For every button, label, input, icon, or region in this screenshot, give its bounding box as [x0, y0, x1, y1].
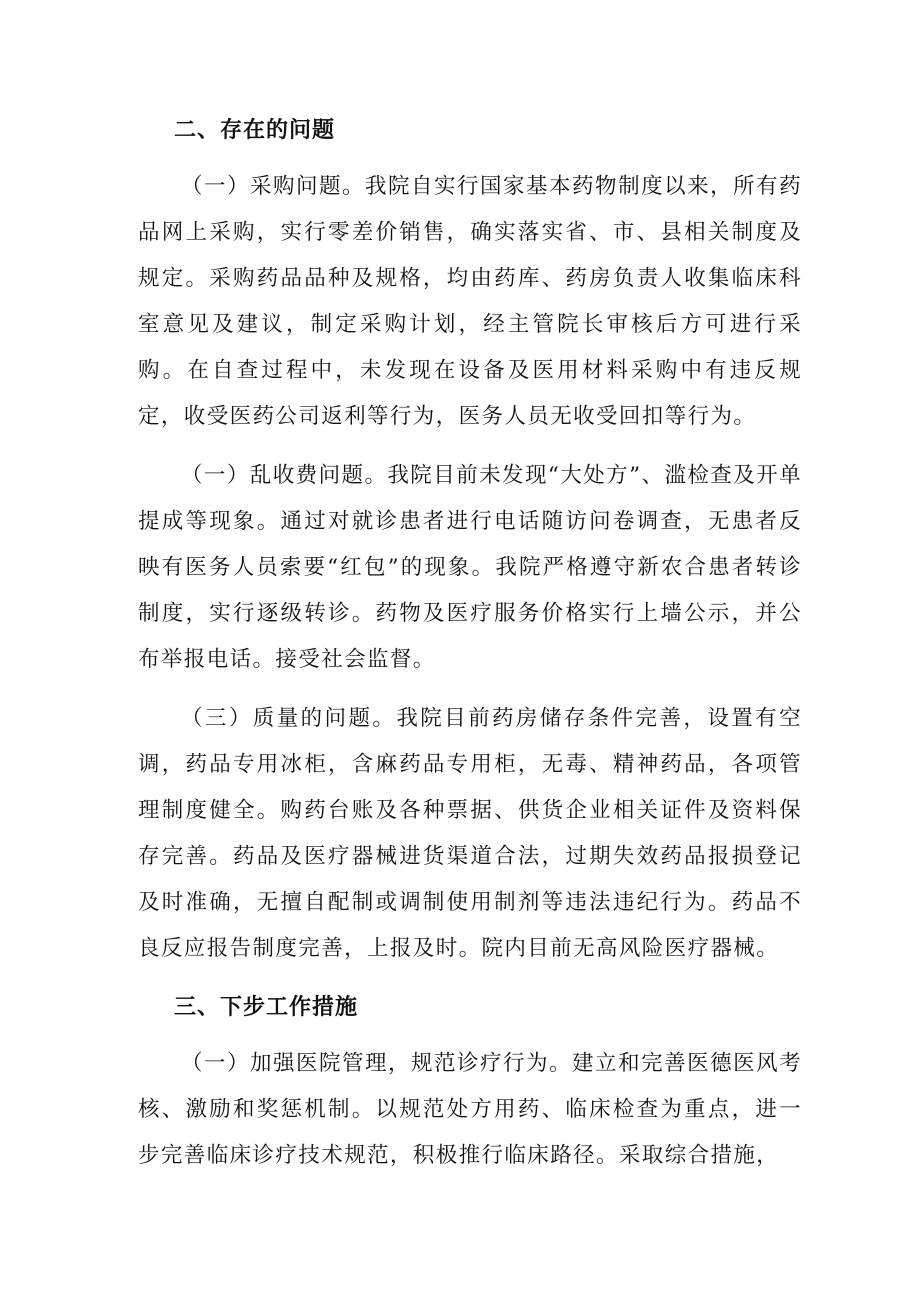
- paragraph-text: （一）乱收费问题。我院目前未发现“大处方”、滥检查及开单提成等现象。通过对就诊患者进行电话随访问卷调查，无患者反映有医务人员索要“红包”的现象。我院严格遵守新农合患者转诊制度，实行逐级转诊。药物及医疗服务价格实行上墙公示，并公布举报电话。接受社会监督。: [138, 463, 802, 672]
- paragraph-procurement: [138, 164, 802, 440]
- paragraph-text: （三）质量的问题。我院目前药房储存条件完善，设置有空调，药品专用冰柜，含麻药品专用柜，无毒、精神药品，各项管理制度健全。购药台账及各种票据、供货企业相关证件及资料保存完善。药品及医疗器械进货渠道合法，过期失效药品报损登记及时准确，无擅自配制或调制使用制剂等违法违纪行为。药品不良反应报告制度完善，上报及时。院内目前无高风险医疗器械。: [138, 706, 802, 961]
- section-heading-problems: 二、存在的问题: [174, 118, 336, 143]
- paragraph-quality: [138, 696, 802, 972]
- paragraph-text: （一）采购问题。我院自实行国家基本药物制度以来，所有药品网上采购，实行零差价销售，确实落实省、市、县相关制度及规定。采购药品品种及规格，均由药库、药房负责人收集临床科室意见及建议，制定采购计划，经主管院长审核后方可进行采购。在自查过程中，未发现在设备及医用材料采购中有违反规定，收受医药公司返利等行为，医务人员无收受回扣等行为。: [138, 174, 802, 429]
- paragraph-text: （一）加强医院管理，规范诊疗行为。建立和完善医德医风考核、激励和奖惩机制。以规范处方用药、临床检查为重点，进一步完善临床诊疗技术规范，积极推行临床路径。采取综合措施，: [138, 1051, 802, 1168]
- paragraph-management: [138, 1041, 802, 1179]
- section-heading-next-steps: 三、下步工作措施: [174, 995, 359, 1020]
- paragraph-charges: [138, 453, 802, 683]
